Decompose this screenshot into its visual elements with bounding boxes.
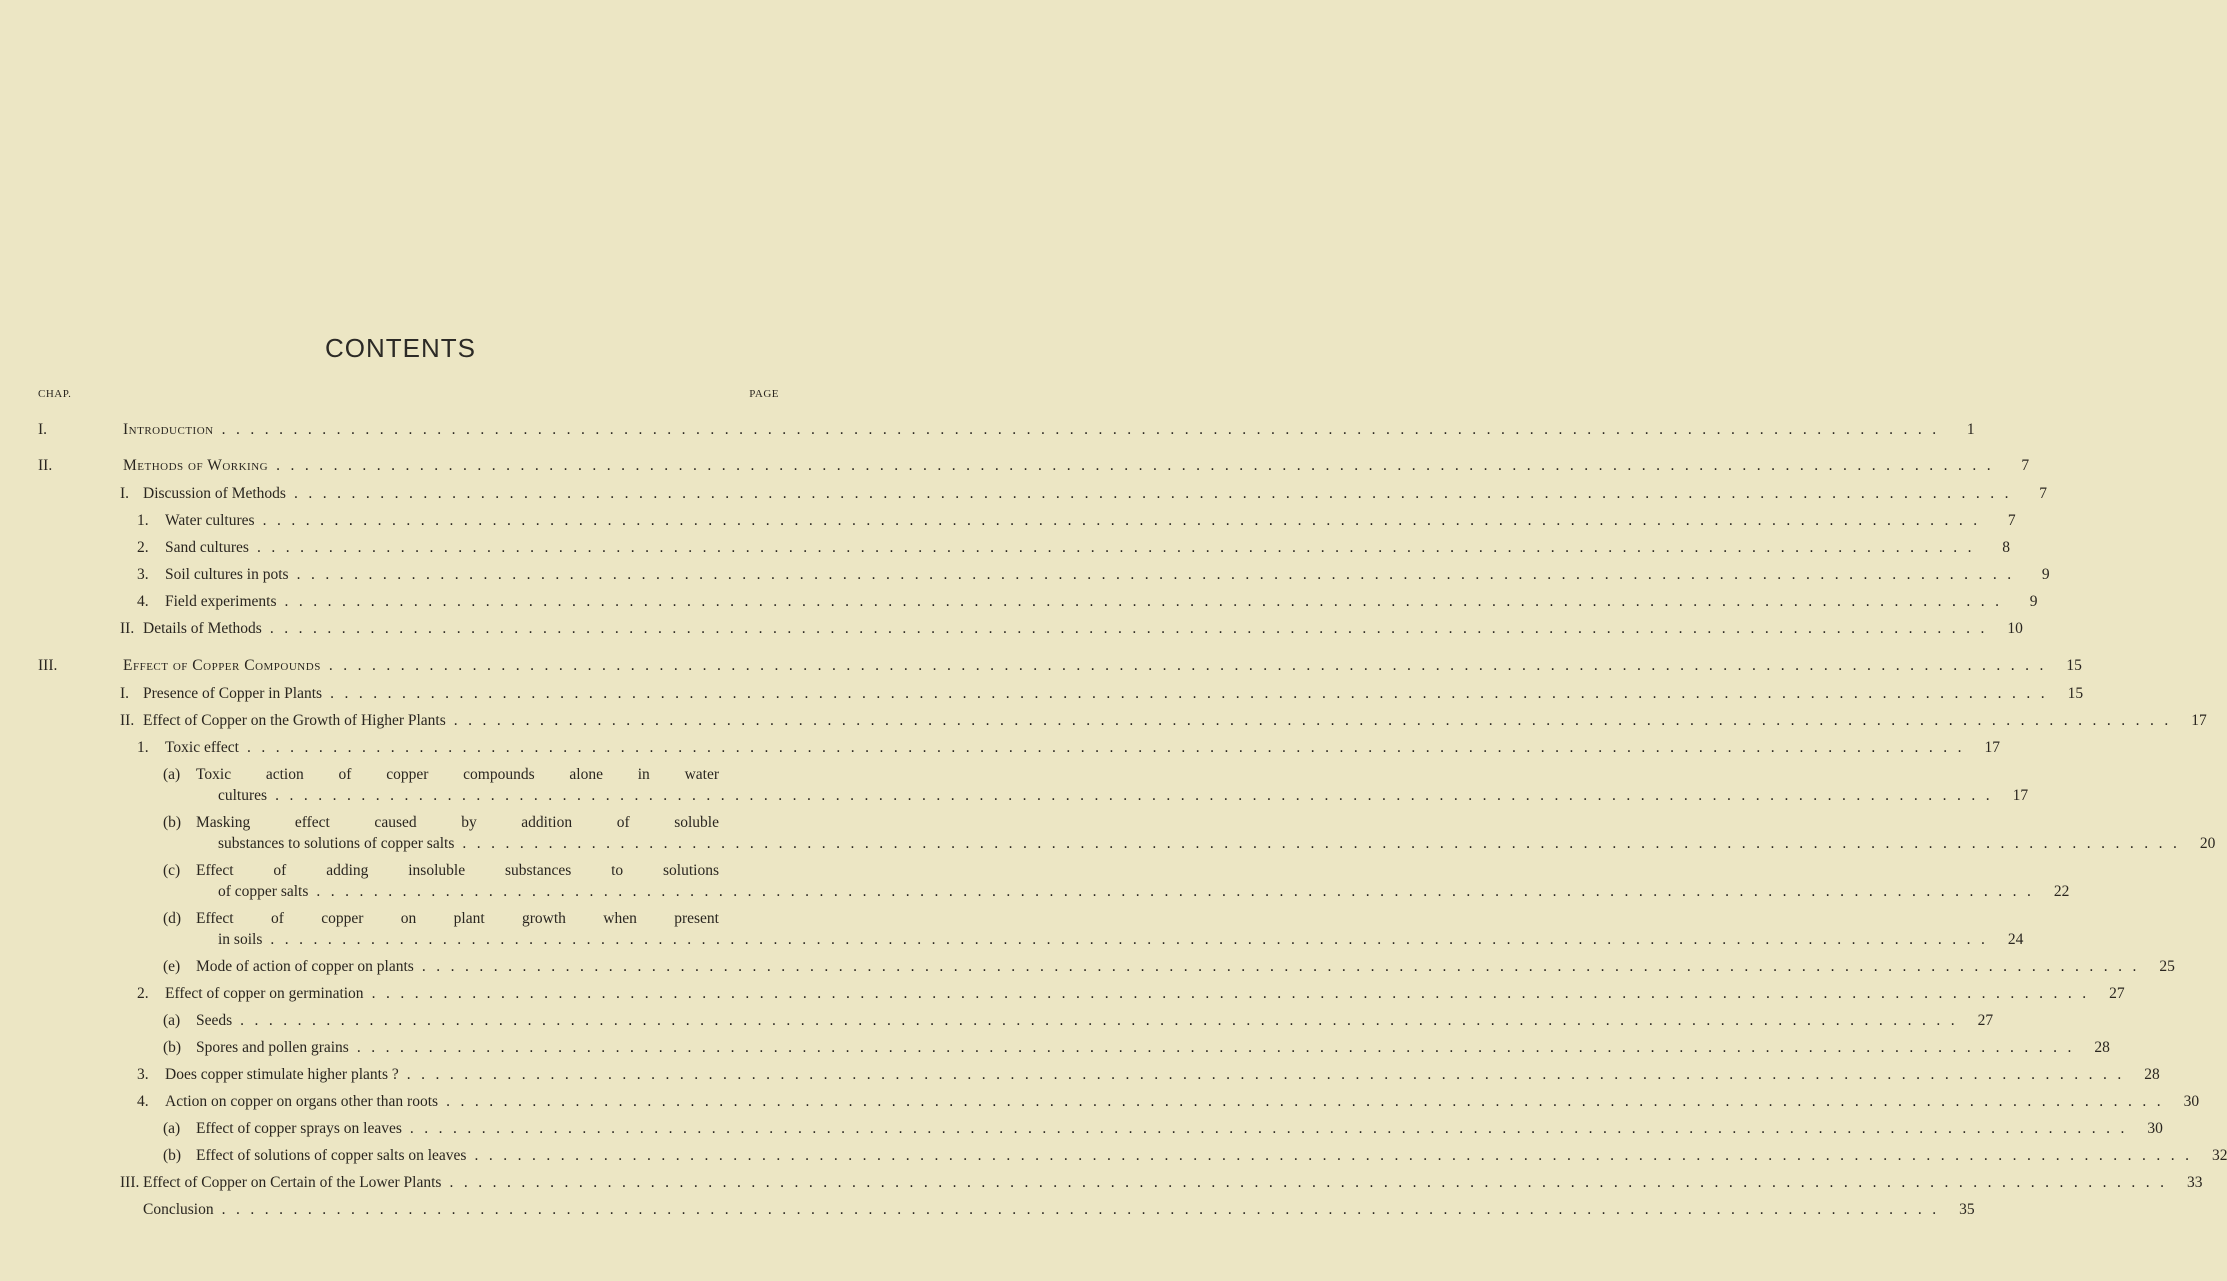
toc-entry — [143, 684, 2084, 704]
entry-page-number: 25 — [2159, 958, 2175, 975]
dot-leader: ........................................................................................................................ — [296, 566, 2022, 583]
dot-leader: ........................................................................................................................ — [256, 539, 1982, 556]
dot-leader: ........................................................................................................................ — [421, 958, 2147, 975]
toc-entry — [143, 1173, 2203, 1193]
entry-page-number: 28 — [2144, 1066, 2160, 1083]
entry-page-number: 24 — [2007, 931, 2024, 948]
toc-entry — [218, 930, 2024, 950]
dot-leader: ........................................................................................................................ — [240, 1012, 1966, 1029]
entry-title: Effect of Copper on the Growth of Higher Plants — [143, 712, 446, 729]
entry-page-number: 30 — [2147, 1120, 2163, 1137]
entry-title: Sand cultures — [165, 539, 249, 556]
entry-title: Effect of copper on plant growth when present — [196, 910, 719, 927]
entry-page-number: 27 — [1977, 1012, 1994, 1029]
entry-page-number: 27 — [2109, 985, 2125, 1002]
dot-leader: ........................................................................................................................ — [328, 657, 2054, 674]
entry-number: II. — [120, 712, 135, 729]
toc-entry — [165, 538, 2010, 558]
entry-number: II. — [38, 457, 53, 474]
entry-page-number: 22 — [2053, 883, 2070, 900]
entry-number: II. — [120, 620, 135, 637]
entry-number: (e) — [163, 958, 181, 975]
entry-page-number: 30 — [2183, 1093, 2200, 1110]
dot-leader: ........................................................................................................................ — [406, 1066, 2132, 1083]
entry-number: III. — [38, 657, 58, 674]
entry-page-number: 15 — [2066, 657, 2082, 674]
dot-leader: ........................................................................................................................ — [330, 685, 2056, 702]
entry-title: Details of Methods — [143, 620, 262, 637]
dot-leader: ........................................................................................................................ — [246, 739, 1972, 756]
entry-title: Effect of solutions of copper salts on leaves — [196, 1147, 467, 1164]
entry-title: Seeds — [196, 1012, 233, 1029]
entry-title: Effect of Copper Compounds — [123, 657, 321, 674]
entry-page-number: 10 — [2007, 620, 2023, 637]
dot-leader: ........................................................................................................................ — [275, 787, 2001, 804]
entry-page-number: 28 — [2094, 1039, 2110, 1056]
entry-number: (d) — [163, 910, 182, 927]
entry-title: Discussion of Methods — [143, 485, 286, 502]
dot-leader: ........................................................................................................................ — [276, 457, 2002, 474]
entry-page-number: 17 — [1984, 739, 2000, 756]
dot-leader: ........................................................................................................................ — [262, 512, 1988, 529]
entry-title: Introduction — [123, 421, 214, 438]
entry-number: 1. — [137, 512, 149, 529]
entry-number: (b) — [163, 1147, 182, 1164]
toc-entry — [165, 984, 2125, 1004]
toc-entry — [196, 1146, 2227, 1166]
toc-entry — [165, 592, 2038, 612]
toc-entry — [143, 484, 2047, 504]
entry-title: Effect of Copper on Certain of the Lower Plants — [143, 1174, 442, 1191]
entry-title: in soils — [218, 931, 263, 948]
entry-number: I. — [38, 421, 48, 438]
toc-entry — [196, 957, 2175, 977]
toc-entry — [218, 882, 2070, 902]
toc-entry — [165, 565, 2050, 585]
entry-page-number: 35 — [1959, 1201, 1975, 1218]
dot-leader: ........................................................................................................................ — [270, 931, 1996, 948]
entry-title: Methods of Working — [123, 457, 269, 474]
entry-number: III. — [120, 1174, 140, 1191]
entry-title: Effect of adding insoluble substances to solutions — [196, 862, 719, 879]
entry-page-number: 9 — [2029, 593, 2038, 610]
entry-page-number: 1 — [1966, 421, 1975, 438]
dot-leader: ........................................................................................................................ — [409, 1120, 2135, 1137]
toc-entry — [165, 511, 2016, 531]
entry-number: 3. — [137, 566, 149, 583]
dot-leader: ........................................................................................................................ — [221, 421, 1947, 438]
entry-page-number: 9 — [2041, 566, 2050, 583]
toc-entry — [218, 834, 2216, 854]
dot-leader: ........................................................................................................................ — [371, 985, 2097, 1002]
dot-leader: ........................................................................................................................ — [449, 1174, 2175, 1191]
toc-entry — [165, 738, 2000, 758]
entry-page-number: 15 — [2067, 685, 2084, 702]
entry-title: Action on copper on organs other than roots — [165, 1093, 439, 1110]
toc-entry — [143, 1200, 1975, 1220]
entry-title: Effect of copper sprays on leaves — [196, 1120, 402, 1137]
entry-title: Presence of Copper in Plants — [143, 685, 323, 702]
toc-entry — [196, 1119, 2163, 1139]
entry-number: I. — [120, 685, 130, 702]
entry-page-number: 7 — [2039, 485, 2047, 502]
entry-title: Toxic effect — [165, 739, 239, 756]
entry-title: Soil cultures in pots — [165, 566, 289, 583]
toc-entry — [123, 456, 2030, 476]
entry-title: substances to solutions of copper salts — [218, 835, 455, 852]
entry-page-number: 8 — [2002, 539, 2010, 556]
toc-entry — [123, 656, 2082, 676]
dot-leader: ........................................................................................................................ — [284, 593, 2010, 610]
toc-entry — [143, 619, 2023, 639]
page-column-header: PAGE — [749, 388, 779, 400]
toc-entry — [218, 786, 2029, 806]
dot-leader: ........................................................................................................................ — [446, 1093, 2172, 1110]
dot-leader: ........................................................................................................................ — [453, 712, 2179, 729]
entry-number: 2. — [137, 539, 149, 556]
toc-entry — [196, 1011, 1994, 1031]
dot-leader: ........................................................................................................................ — [221, 1201, 1947, 1218]
dot-leader: ........................................................................................................................ — [269, 620, 1995, 637]
toc-entry — [123, 420, 1975, 440]
entry-title: Spores and pollen grains — [196, 1039, 349, 1056]
entry-number: 1. — [137, 739, 149, 756]
entry-title: of copper salts — [218, 883, 309, 900]
dot-leader: ........................................................................................................................ — [293, 485, 2019, 502]
entry-title: Does copper stimulate higher plants ? — [165, 1066, 399, 1083]
entry-number: (c) — [163, 862, 181, 879]
entry-page-number: 32 — [2211, 1147, 2227, 1164]
entry-title: Masking effect caused by addition of soluble — [196, 814, 719, 831]
entry-title: Water cultures — [165, 512, 255, 529]
entry-title: Toxic action of copper compounds alone in water — [196, 766, 719, 783]
dot-leader: ........................................................................................................................ — [316, 883, 2042, 900]
entry-number: 4. — [137, 593, 149, 610]
toc-entry — [165, 1065, 2160, 1085]
toc-entry — [196, 1038, 2110, 1058]
entry-number: 2. — [137, 985, 149, 1002]
entry-number: (a) — [163, 1120, 181, 1137]
toc-entry — [143, 711, 2207, 731]
entry-number: (b) — [163, 1039, 182, 1056]
dot-leader: ........................................................................................................................ — [356, 1039, 2082, 1056]
entry-title: Field experiments — [165, 593, 277, 610]
chap-column-header: CHAP. — [38, 388, 72, 400]
toc-entry — [165, 1092, 2200, 1112]
entry-number: (b) — [163, 814, 182, 831]
entry-number: (a) — [163, 1012, 181, 1029]
entry-number: 4. — [137, 1093, 149, 1110]
entry-page-number: 17 — [2012, 787, 2029, 804]
entry-page-number: 7 — [2007, 512, 2016, 529]
entry-number: (a) — [163, 766, 181, 783]
entry-title: Conclusion — [143, 1201, 214, 1218]
entry-page-number: 17 — [2191, 712, 2207, 729]
entry-page-number: 33 — [2186, 1174, 2203, 1191]
entry-title: Mode of action of copper on plants — [196, 958, 414, 975]
dot-leader: ........................................................................................................................ — [462, 835, 2188, 852]
entry-page-number: 7 — [2021, 457, 2030, 474]
entry-number: 3. — [137, 1066, 149, 1083]
page-title: CONTENTS — [325, 333, 476, 363]
entry-page-number: 20 — [2199, 835, 2216, 852]
entry-title: cultures — [218, 787, 268, 804]
entry-title: Effect of copper on germination — [165, 985, 364, 1002]
dot-leader: ........................................................................................................................ — [474, 1147, 2200, 1164]
entry-number: I. — [120, 485, 130, 502]
